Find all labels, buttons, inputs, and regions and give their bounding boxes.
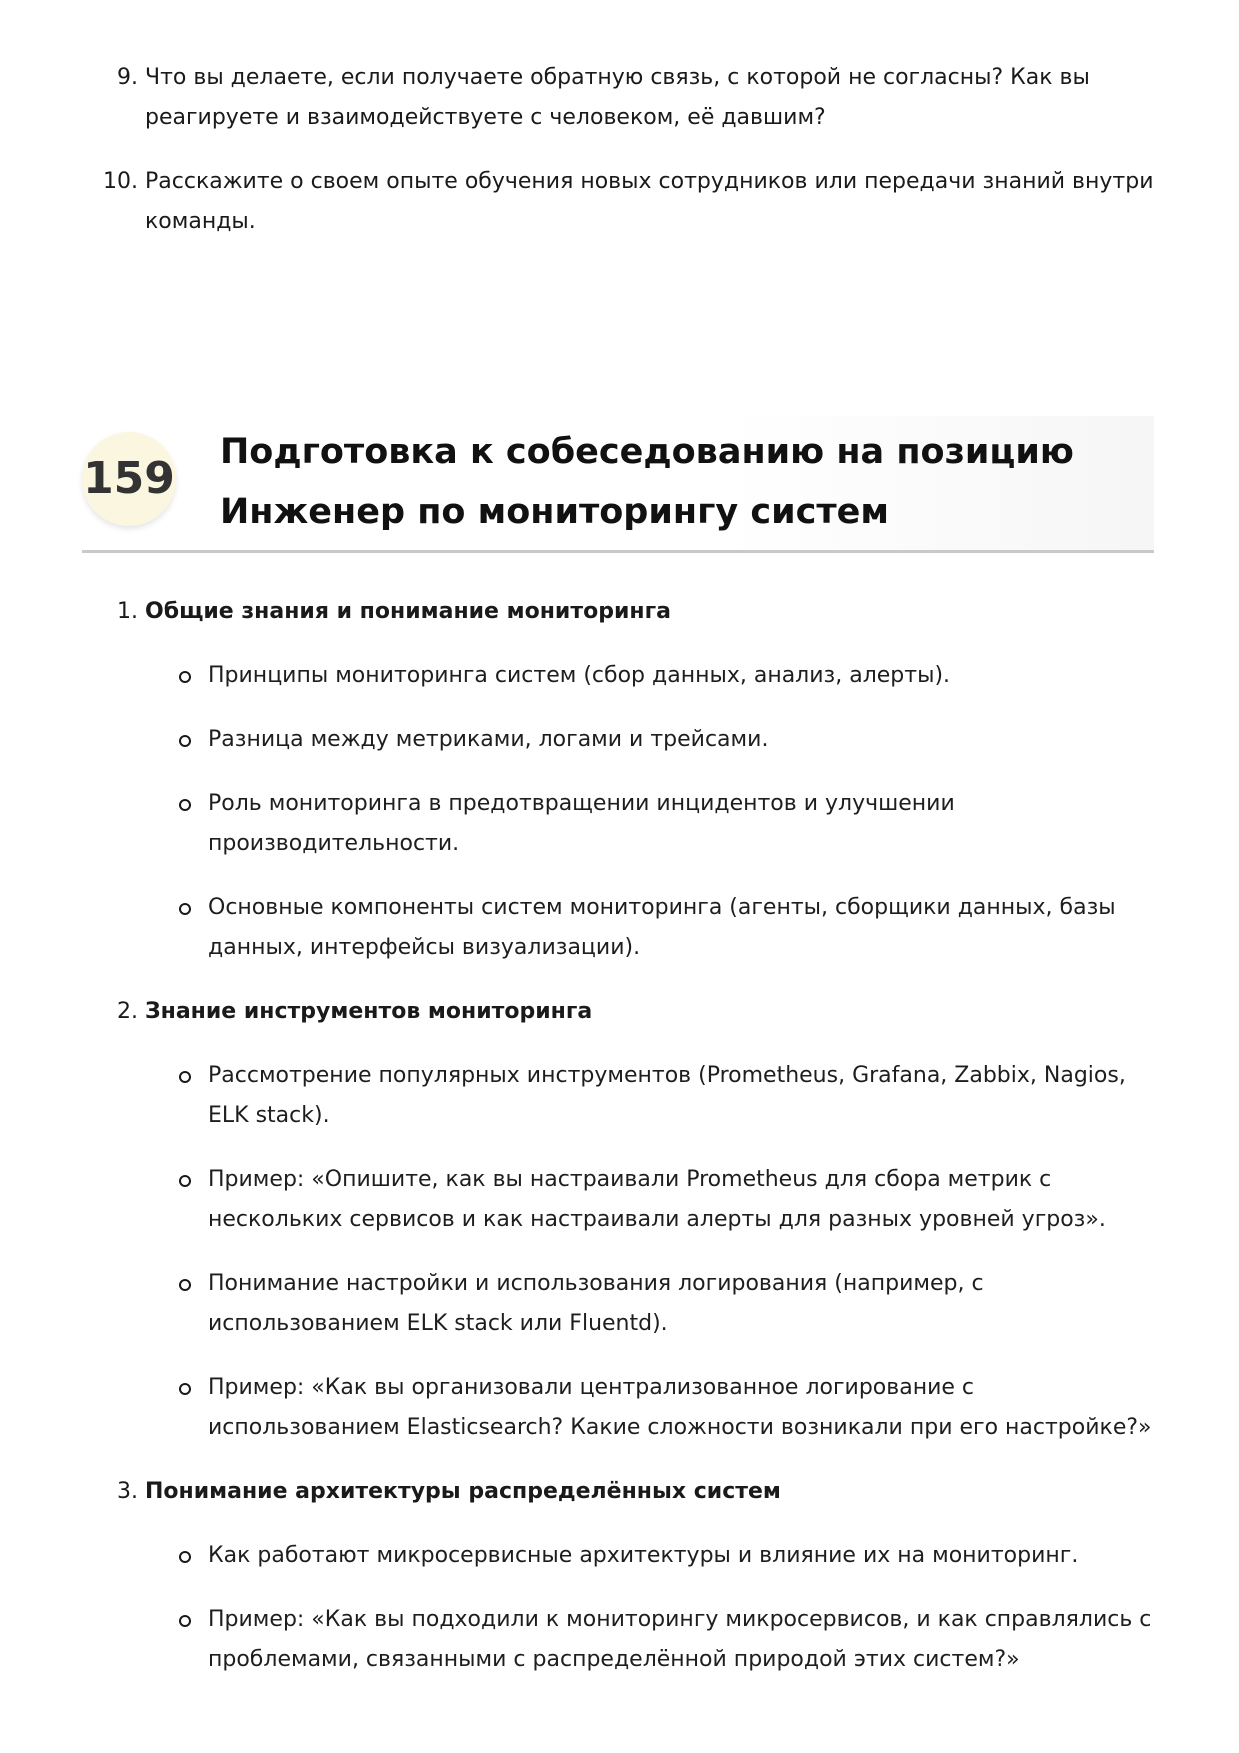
circle-bullet-icon xyxy=(179,671,191,683)
topic-subitems xyxy=(145,656,1159,968)
subitem-text: Понимание настройки и использования логирования (например, с использованием ELK stack или Fluentd). xyxy=(208,1271,984,1336)
circle-bullet-icon xyxy=(179,1279,191,1291)
subitem xyxy=(145,1600,1159,1680)
circle-bullet-icon xyxy=(179,799,191,811)
topic-item xyxy=(0,592,1239,968)
topic-item xyxy=(0,992,1239,1448)
topic-item xyxy=(0,1472,1239,1680)
subitem xyxy=(145,888,1159,968)
subitem xyxy=(145,1264,1159,1344)
circle-bullet-icon xyxy=(179,1071,191,1083)
subitem xyxy=(145,784,1159,864)
circle-bullet-icon xyxy=(179,735,191,747)
circle-bullet-icon xyxy=(179,1175,191,1187)
topic-number: 3. xyxy=(117,1479,138,1504)
section-title-line-2: Инженер по мониторингу систем xyxy=(220,492,889,532)
subitem-text: Как работают микросервисные архитектуры и влияние их на мониторинг. xyxy=(208,1543,1079,1568)
subitem-text: Пример: «Как вы подходили к мониторингу микросервисов, и как справлялись с проблемами, связанными с распределённой природой этих систем?» xyxy=(208,1607,1152,1672)
subitem-text: Разница между метриками, логами и трейсами. xyxy=(208,727,769,752)
section-number-badge: 159 xyxy=(82,432,176,526)
subitem xyxy=(145,1056,1159,1136)
topic-number: 2. xyxy=(117,999,138,1024)
circle-bullet-icon xyxy=(179,1383,191,1395)
subitem-text: Рассмотрение популярных инструментов (Prometheus, Grafana, Zabbix, Nagios, ELK stack). xyxy=(208,1063,1126,1128)
list-item-number: 9. xyxy=(117,65,138,90)
list-item xyxy=(0,162,1239,242)
circle-bullet-icon xyxy=(179,1551,191,1563)
subitem-text: Пример: «Опишите, как вы настраивали Prometheus для сбора метрик с нескольких сервисов и как настраивали алерты для разных уровней угроз». xyxy=(208,1167,1106,1232)
subitem xyxy=(145,1160,1159,1240)
subitem xyxy=(145,720,1159,760)
topic-heading: Общие знания и понимание мониторинга xyxy=(145,599,671,624)
subitem-text: Пример: «Как вы организовали централизованное логирование с использованием Elasticsearch? Какие сложности возникали при его настройке?» xyxy=(208,1375,1152,1440)
topic-number: 1. xyxy=(117,599,138,624)
previous-question-list xyxy=(0,58,1239,266)
list-item-number: 10. xyxy=(103,169,138,194)
list-item-text: Что вы делаете, если получаете обратную связь, с которой не согласны? Как вы реагируете и взаимодействуете с человеком, её давшим? xyxy=(145,65,1090,130)
topic-subitems xyxy=(145,1056,1159,1448)
topic-heading: Понимание архитектуры распределённых систем xyxy=(145,1479,781,1504)
subitem xyxy=(145,656,1159,696)
section-title xyxy=(220,422,1140,542)
subitem-text: Основные компоненты систем мониторинга (агенты, сборщики данных, базы данных, интерфейсы визуализации). xyxy=(208,895,1116,960)
subitem-text: Принципы мониторинга систем (сбор данных, анализ, алерты). xyxy=(208,663,951,688)
list-item-text: Расскажите о своем опыте обучения новых сотрудников или передачи знаний внутри команды. xyxy=(145,169,1154,234)
section-header xyxy=(82,416,1154,553)
section-title-line-1: Подготовка к собеседованию на позицию xyxy=(220,432,1074,472)
topic-subitems xyxy=(145,1536,1159,1680)
topic-heading: Знание инструментов мониторинга xyxy=(145,999,593,1024)
subitem xyxy=(145,1368,1159,1448)
subitem-text: Роль мониторинга в предотвращении инцидентов и улучшении производительности. xyxy=(208,791,955,856)
circle-bullet-icon xyxy=(179,1615,191,1627)
circle-bullet-icon xyxy=(179,903,191,915)
subitem xyxy=(145,1536,1159,1576)
list-item xyxy=(0,58,1239,138)
interview-topics-list xyxy=(0,592,1239,1704)
